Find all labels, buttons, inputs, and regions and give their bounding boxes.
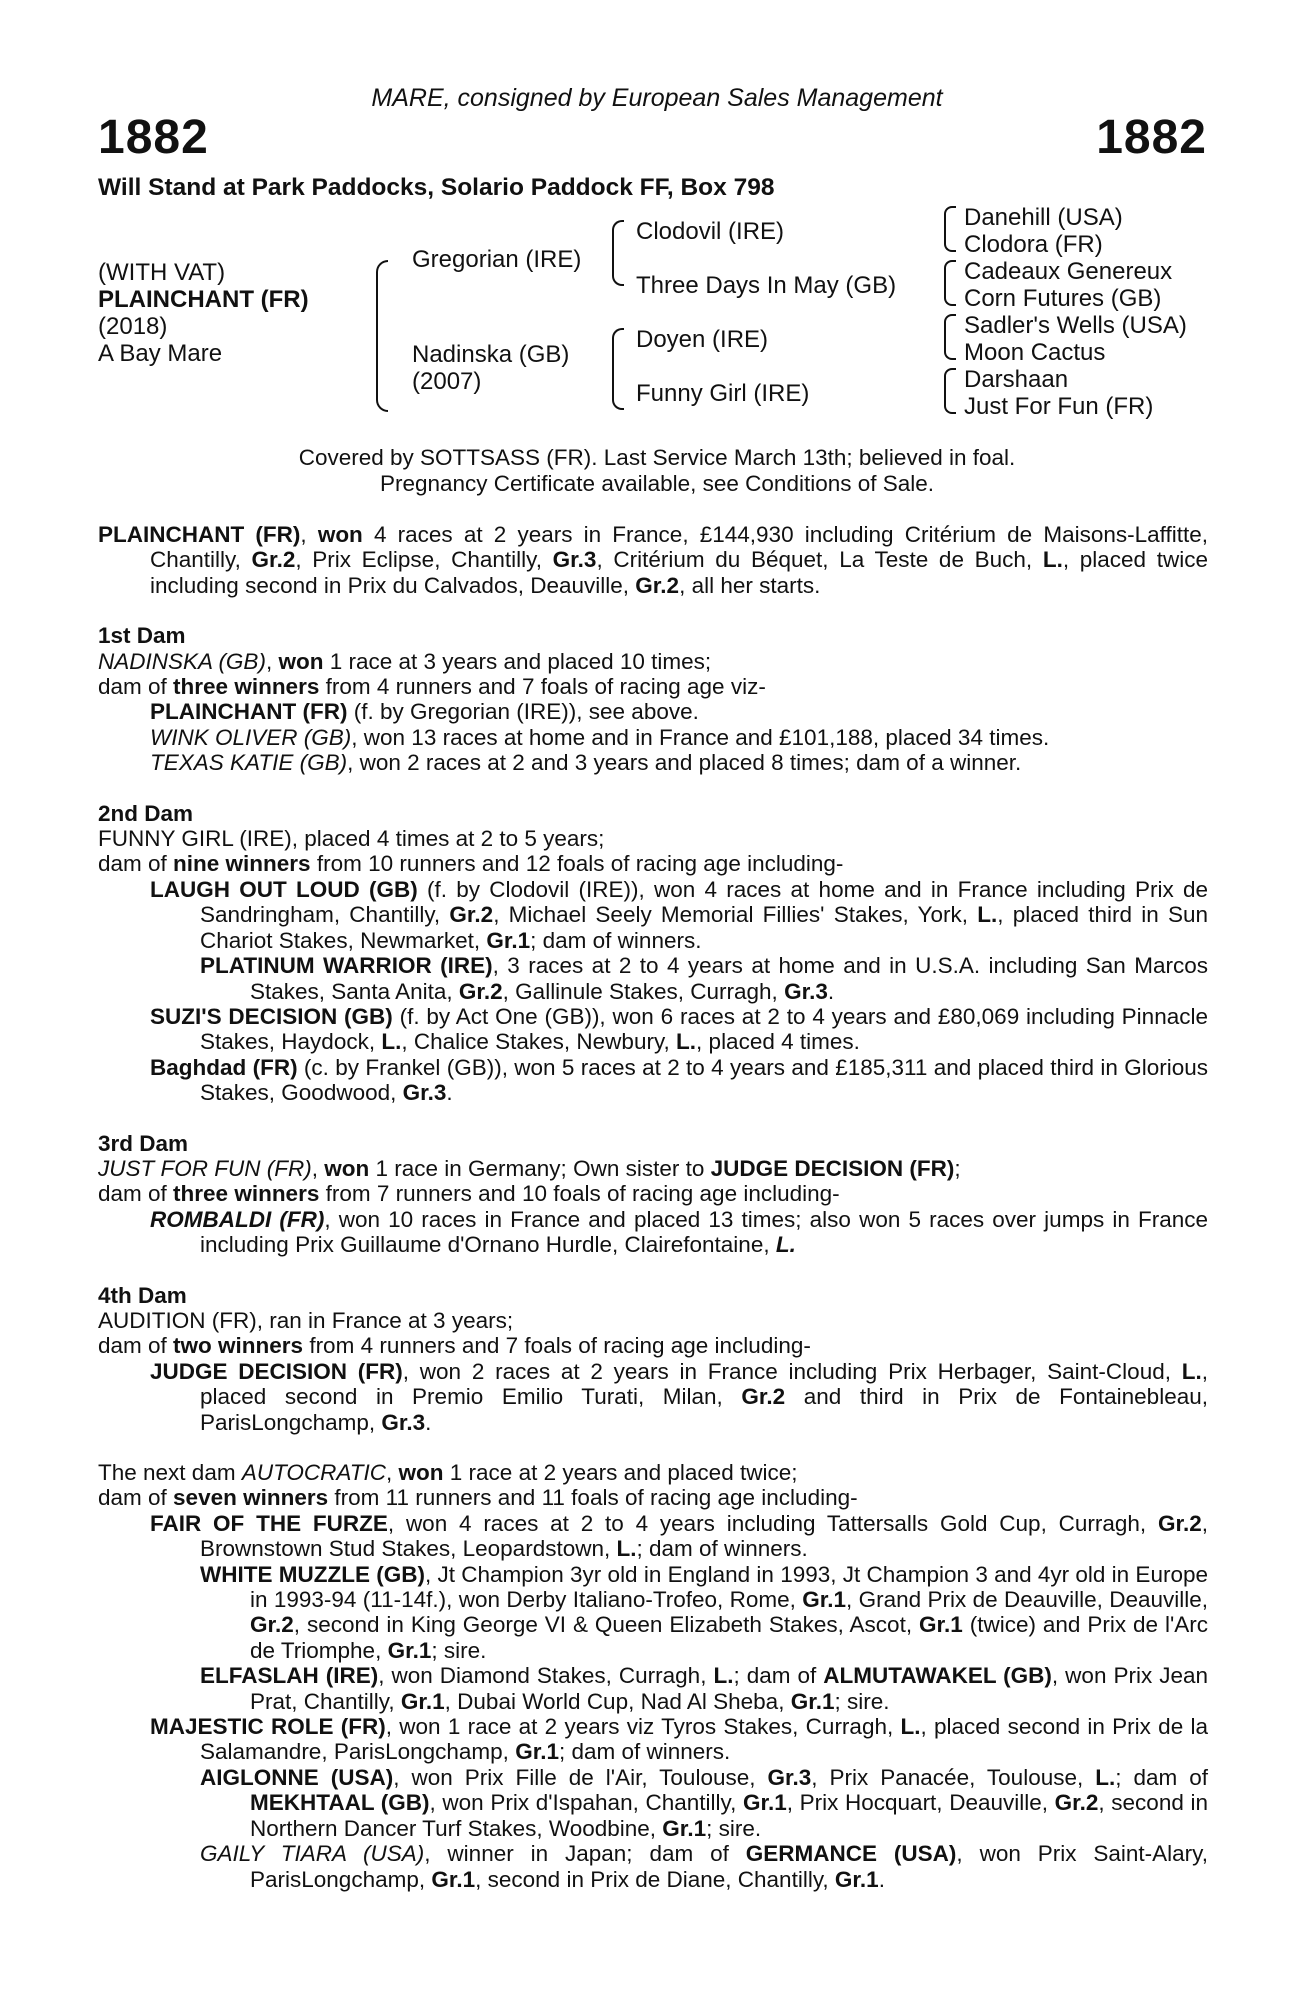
next-dam-entry-1a: WHITE MUZZLE (GB), Jt Champion 3yr old in England in 1993, Jt Champion 3 and 4yr old in Europe in 1993-94 (11-14f.), won Derby Italiano-Trofeo, Rome, Gr.1, Grand Prix de Deauville, Deauville, Gr.2, second in King George VI & Queen Elizabeth Stakes, Ascot, Gr.1 (twice) and Prix de l'Arc de Triomphe, Gr.1; sire.	[200, 1561, 1208, 1663]
ssd: Clodora (FR)	[964, 231, 1103, 258]
second-dam-line-1: FUNNY GIRL (IRE), placed 4 times at 2 to 5 years;	[98, 826, 605, 852]
first-dam-child-1: PLAINCHANT (FR) (f. by Gregorian (IRE)), see above.	[150, 699, 699, 725]
horse-year: (2018)	[98, 313, 168, 340]
brace-sire	[612, 220, 624, 286]
first-dam-line-1: NADINSKA (GB), won 1 race at 3 years and placed 10 times;	[98, 648, 712, 674]
sire-dam: Three Days In May (GB)	[636, 272, 897, 299]
fourth-dam-line-2: dam of two winners from 4 runners and 7 foals of racing age including-	[98, 1333, 811, 1359]
sss: Danehill (USA)	[964, 204, 1123, 231]
third-dam-heading: 3rd Dam	[98, 1130, 189, 1156]
next-dam-line-2: dam of seven winners from 11 runners and 11 foals of racing age including-	[98, 1485, 858, 1511]
next-dam-entry-1: FAIR OF THE FURZE, won 4 races at 2 to 4 years including Tattersalls Gold Cup, Curragh, Gr.2, Brownstown Stud Stakes, Leopardstown, L.; dam of winners.	[150, 1510, 1209, 1562]
first-dam-heading: 1st Dam	[98, 623, 186, 649]
lot-number-right: 1882	[1096, 111, 1207, 164]
sire-name: Gregorian (IRE)	[412, 246, 582, 273]
brace-sd	[944, 260, 956, 306]
fourth-dam-line-1: AUDITION (FR), ran in France at 3 years;	[98, 1307, 514, 1333]
third-dam-entry-1: ROMBALDI (FR), won 10 races in France and placed 13 times; also won 5 races over jumps in France including Prix Guillaume d'Ornano Hurdle, Clairefontaine, L.	[150, 1206, 1209, 1258]
stand-location: Will Stand at Park Paddocks, Solario Paddock FF, Box 798	[98, 174, 775, 201]
dss: Sadler's Wells (USA)	[964, 312, 1187, 339]
third-dam-line-2: dam of three winners from 7 runners and 10 foals of racing age including-	[98, 1181, 840, 1207]
second-dam-heading: 2nd Dam	[98, 800, 194, 826]
brace-ds	[944, 314, 956, 360]
brace-dd	[944, 368, 956, 414]
horse-description: A Bay Mare	[98, 340, 223, 367]
sdd: Corn Futures (GB)	[964, 285, 1162, 312]
first-dam-child-2: WINK OLIVER (GB), won 13 races at home and in France and £101,188, placed 34 times.	[150, 724, 1050, 750]
second-dam-entry-1: LAUGH OUT LOUD (GB) (f. by Clodovil (IRE)), won 4 races at home and in France including Prix de Sandringham, Chantilly, Gr.2, Michael Seely Memorial Fillies' Stakes, York, L., placed third in Sun Chariot Stakes, Newmarket, Gr.1; dam of winners.	[150, 876, 1209, 953]
consigner-line: MARE, consigned by European Sales Management	[371, 84, 943, 112]
dds: Darshaan	[964, 366, 1069, 393]
next-dam-entry-2a: AIGLONNE (USA), won Prix Fille de l'Air, Toulouse, Gr.3, Prix Panacée, Toulouse, L.; dam of MEKHTAAL (GB), won Prix d'Ispahan, Chantilly, Gr.1, Prix Hocquart, Deauville, Gr.2, second in Northern Dancer Turf Stakes, Woodbine, Gr.1; sire.	[200, 1764, 1209, 1841]
horse-name: PLAINCHANT (FR)	[98, 286, 309, 313]
first-dam-child-3: TEXAS KATIE (GB), won 2 races at 2 and 3 years and placed 8 times; dam of a winner.	[150, 750, 1022, 776]
sds: Cadeaux Genereux	[964, 258, 1173, 285]
second-dam-entry-2: SUZI'S DECISION (GB) (f. by Act One (GB)), won 6 races at 2 to 4 years and £80,069 including Pinnacle Stakes, Haydock, L., Chalice Stakes, Newbury, L., placed 4 times.	[150, 1003, 1208, 1055]
dam-year: (2007)	[412, 368, 482, 395]
fourth-dam-heading: 4th Dam	[98, 1282, 187, 1308]
third-dam-line-1: JUST FOR FUN (FR), won 1 race in Germany; Own sister to JUDGE DECISION (FR);	[98, 1155, 961, 1181]
second-dam-entry-3: Baghdad (FR) (c. by Frankel (GB)), won 5 races at 2 to 4 years and £185,311 and placed third in Glorious Stakes, Goodwood, Gr.3.	[150, 1054, 1208, 1106]
dam-dam: Funny Girl (IRE)	[636, 380, 810, 407]
fourth-dam-entry-1: JUDGE DECISION (FR), won 2 races at 2 years in France including Prix Herbager, Saint-Cloud, L., placed second in Premio Emilio Turati, Milan, Gr.2 and third in Prix de Fontainebleau, ParisLongchamp, Gr.3.	[150, 1358, 1208, 1435]
catalogue-body	[98, 522, 1208, 1892]
brace-ss	[944, 206, 956, 252]
lot-number-left: 1882	[98, 111, 209, 164]
intro-paragraph: PLAINCHANT (FR), won 4 races at 2 years in France, £144,930 including Critérium de Maisons-Laffitte, Chantilly, Gr.2, Prix Eclipse, Chantilly, Gr.3, Critérium du Béquet, La Teste de Buch, L., placed twice including second in Prix du Calvados, Deauville, Gr.2, all her starts.	[98, 522, 1208, 598]
next-dam-entry-2: MAJESTIC ROLE (FR), won 1 race at 2 years viz Tyros Stakes, Curragh, L., placed second in Prix de la Salamandre, ParisLongchamp, Gr.1; dam of winners.	[150, 1714, 1208, 1765]
second-dam-entry-1a: PLATINUM WARRIOR (IRE), 3 races at 2 to 4 years at home and in U.S.A. including San Marcos Stakes, Santa Anita, Gr.2, Gallinule Stakes, Curragh, Gr.3.	[200, 953, 1208, 1004]
dsd: Moon Cactus	[964, 339, 1106, 366]
next-dam-entry-1b: ELFASLAH (IRE), won Diamond Stakes, Curragh, L.; dam of ALMUTAWAKEL (GB), won Prix Jean Prat, Chantilly, Gr.1, Dubai World Cup, Nad Al Sheba, Gr.1; sire.	[200, 1663, 1209, 1714]
ddd: Just For Fun (FR)	[964, 393, 1154, 420]
next-dam-entry-2b: GAILY TIARA (USA), winner in Japan; dam of GERMANCE (USA), won Prix Saint-Alary, ParisLongchamp, Gr.1, second in Prix de Diane, Chantilly, Gr.1.	[200, 1841, 1209, 1892]
covered-line-2: Pregnancy Certificate available, see Conditions of Sale.	[379, 471, 935, 496]
brace-main	[376, 260, 388, 412]
vat-label: (WITH VAT)	[98, 259, 226, 286]
dam-name: Nadinska (GB)	[412, 341, 570, 368]
first-dam-line-2: dam of three winners from 4 runners and 7 foals of racing age viz-	[98, 674, 766, 700]
brace-dam	[612, 328, 624, 410]
sire-sire: Clodovil (IRE)	[636, 218, 785, 245]
next-dam-line-1: The next dam AUTOCRATIC, won 1 race at 2 years and placed twice;	[98, 1460, 798, 1485]
dam-sire: Doyen (IRE)	[636, 326, 769, 353]
covered-line-1: Covered by SOTTSASS (FR). Last Service March 13th; believed in foal.	[298, 445, 1016, 470]
second-dam-line-2: dam of nine winners from 10 runners and 12 foals of racing age including-	[98, 851, 844, 877]
